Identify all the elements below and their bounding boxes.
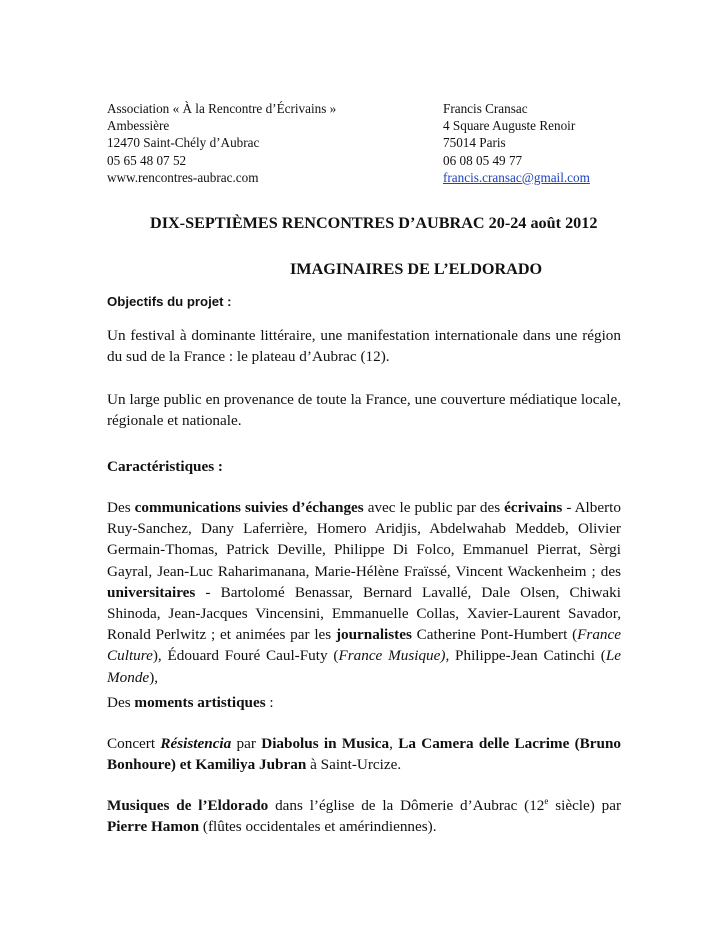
paragraph-festival: Un festival à dominante littéraire, une manifestation internationale dans une région du sud de la France : le plateau d’Aubrac (12). — [107, 327, 621, 366]
paragraph-concert: Concert Résistencia par Diabolus in Musica, La Camera delle Lacrime (Bruno Bonhoure) et Kamiliya Jubran à Saint-Urcize. — [107, 735, 622, 774]
document-subtitle: IMAGINAIRES DE L’ELDORADO — [290, 260, 543, 278]
objectives-heading: Objectifs du projet : — [107, 294, 232, 309]
concert-title: Résistencia — [160, 735, 232, 752]
characteristics-heading: Caractéristiques : — [107, 458, 223, 475]
contact-address-block — [443, 100, 590, 186]
writers-emphasis: écrivains — [504, 499, 563, 516]
contact-email-link[interactable]: francis.cransac@gmail.com — [443, 169, 590, 185]
artistic-moments-emphasis: moments artistiques — [134, 694, 266, 711]
academics-emphasis: universitaires — [107, 583, 196, 601]
contact-name: Francis Cransac — [443, 101, 528, 116]
performer-name: Pierre Hamon — [107, 818, 200, 836]
ensemble-camera: La Camera delle Lacrime (Bruno Bonhoure) et Kamiliya Jubran — [107, 735, 622, 774]
contact-street: 4 Square Auguste Renoir — [443, 118, 576, 134]
paragraph-artistic-moments: Des moments artistiques : — [107, 694, 274, 711]
journalists-emphasis: journalistes — [335, 626, 412, 644]
document-title: DIX-SEPTIÈMES RENCONTRES D’AUBRAC 20-24 août 2012 — [150, 214, 598, 232]
paragraph-public: Un large public en provenance de toute la France, une couverture médiatique locale, régionale et nationale. — [107, 391, 621, 430]
media-france-musique: France Musique), — [338, 647, 450, 665]
music-eldorado-title: Musiques de l’Eldorado — [107, 797, 269, 814]
association-postal-city: 12470 Saint-Chély d’Aubrac — [107, 135, 260, 151]
paragraph-communications: Des communications suivies d’échanges avec le public par des écrivains - Alberto Ruy-Sanchez, Dany Laferrière, Homero Aridjis, Abdelwahab Meddeb, Olivier Germain-Thomas, Patrick Deville, Philippe Di Folco, Emmanuel Pierrat, Sèrgi Gayral, Jean-Luc Raharimanana, Marie-Hélène Fraïssé, Vincent Wackenheim ; des universitaires - Bartolomé Benassar, Bernard Lavallé, Dale Olsen, Chiwaki Shinoda, Jean-Jacques Vincensini, Emmanuelle Collas, Xavier-Laurent Savador, Ronald Perlwitz ; et animées par les journalistes Catherine Pont-Humbert (France Culture), Édouard Fouré Caul-Futy (France Musique), Philippe-Jean Catinchi (Le Monde), — [107, 499, 622, 686]
communications-emphasis: communications suivies d’échanges — [134, 499, 364, 516]
sender-address-block — [107, 100, 336, 186]
media-le-monde: Le Monde — [107, 647, 622, 686]
contact-phone: 06 08 05 49 77 — [443, 152, 523, 168]
ensemble-diabolus: Diabolus in Musica — [261, 735, 390, 752]
association-name: Association « À la Rencontre d’Écrivains » — [107, 101, 337, 116]
media-france-culture: France Culture — [107, 626, 621, 665]
association-locality: Ambessière — [107, 118, 170, 134]
association-website: www.rencontres-aubrac.com — [107, 169, 259, 185]
contact-postal-city: 75014 Paris — [443, 135, 506, 151]
paragraph-music-eldorado: Musiques de l’Eldorado dans l’église de la Dômerie d’Aubrac (12e siècle) par Pierre Hamon (flûtes occidentales et amérindiennes). — [107, 795, 622, 836]
association-phone: 05 65 48 07 52 — [107, 152, 187, 168]
century-superscript: e — [544, 795, 549, 806]
